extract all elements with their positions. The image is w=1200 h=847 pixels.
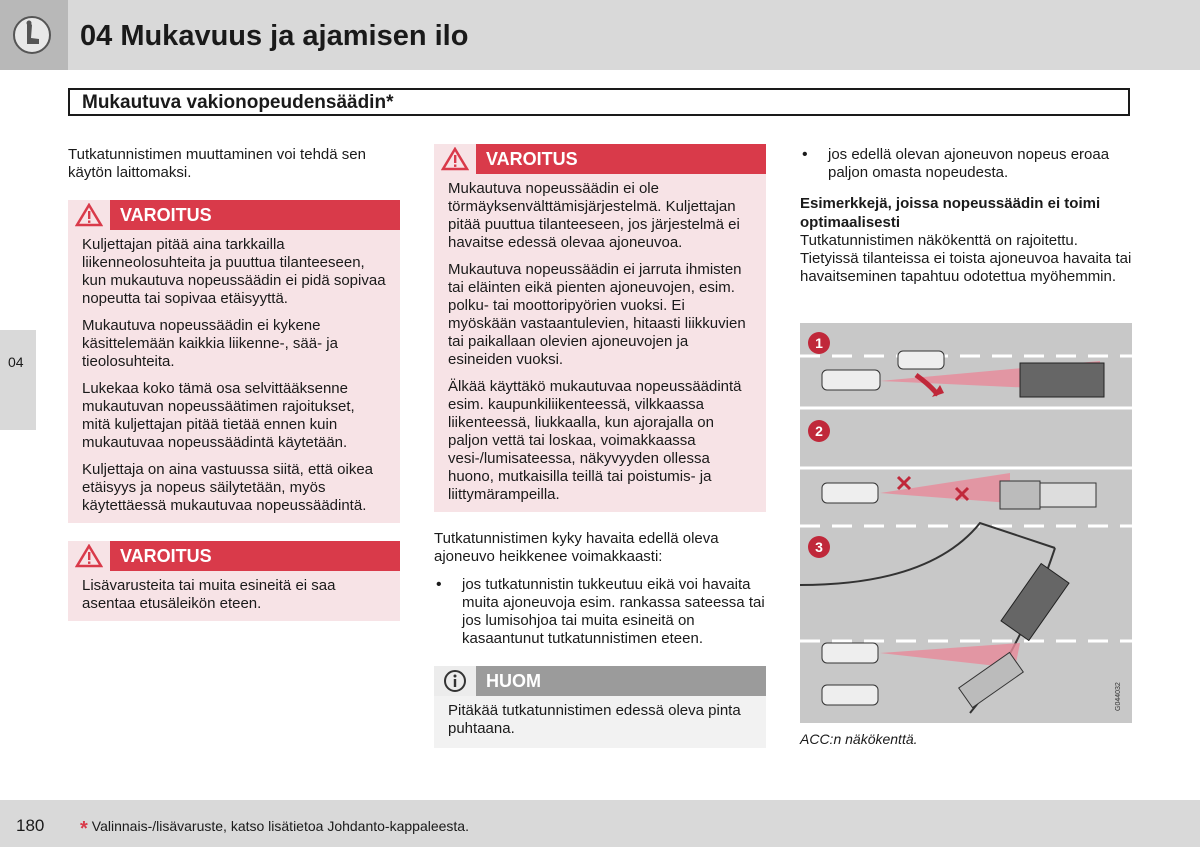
footnote-text: Valinnais-/lisävaruste, katso lisätietoa Johdanto-kappaleesta.	[91, 818, 469, 834]
warning-header	[68, 200, 400, 230]
warning-title: VAROITUS	[120, 546, 212, 566]
warning-paragraph: Lukekaa koko tämä osa selvittääksenne mukautuvan nopeussäätimen rajoitukset, mitä kuljettajan pitää tietää ennen kuin mukautuvaa nopeussäädintä käytetään.	[82, 380, 355, 451]
warning-paragraph: Mukautuva nopeussäädin ei kykene käsittelemään kaikkia liikenne-, sää- ja tieolosuhteita.	[82, 317, 338, 370]
intro-paragraph: Tutkatunnistimen muuttaminen voi tehdä sen käytön laittomaksi.	[68, 146, 366, 181]
warning-triangle-icon	[434, 144, 476, 174]
field-of-view-paragraph: Tutkatunnistimen näkökenttä on rajoitettu. Tietyissä tilanteissa ei toista ajoneuvoa havaita tai havaitseminen tapahtuu odotettua myöhemmin.	[800, 232, 1132, 285]
note-box	[434, 666, 766, 748]
warning-box	[68, 200, 400, 523]
column-2	[434, 144, 766, 748]
page-header	[0, 0, 1200, 70]
marker-label: 3	[815, 539, 823, 555]
column-1	[68, 146, 400, 621]
note-title: HUOM	[486, 671, 541, 691]
marker-2	[808, 420, 830, 442]
warning-box	[68, 541, 400, 621]
illustration	[800, 323, 1132, 723]
chapter-title: 04 Mukavuus ja ajamisen ilo	[80, 20, 469, 52]
footnote	[80, 818, 469, 841]
warning-body	[68, 230, 400, 523]
column-3	[800, 146, 1132, 296]
section-title: Mukautuva vakionopeudensäädin*	[68, 88, 1130, 116]
warning-triangle-icon	[68, 541, 110, 571]
warning-body	[68, 571, 400, 621]
warning-paragraph: Älkää käyttäkö mukautuvaa nopeussäädintä esim. kaupunkiliikenteessä, vilkkaassa liikenteessä, liukkaalla, kun ajorajalla on paljon vettä tai loskaa, voimakkaassa vesi-/lumisateessa, näkyvyyden ollessa huono, mutkaisilla teillä tai poistumis- ja liittymärampeilla.	[448, 378, 742, 503]
warning-paragraph: Mukautuva nopeussäädin ei ole törmäyksenvälttämisjärjestelmä. Kuljettajan pitää puuttua tilanteeseen, jos järjestelmä ei havaitse edessä olevaa ajoneuvoa.	[448, 180, 740, 251]
warning-header	[68, 541, 400, 571]
warning-paragraph: Lisävarusteita tai muita esineitä ei saa asentaa etusäleikön eteen.	[82, 577, 336, 612]
acc-field-of-view-figure	[800, 323, 1132, 723]
warning-triangle-icon	[68, 200, 110, 230]
info-icon	[434, 666, 476, 696]
note-header	[434, 666, 766, 696]
warning-header	[434, 144, 766, 174]
page-number-box	[0, 800, 68, 847]
warning-paragraph: Mukautuva nopeussäädin ei jarruta ihmisten tai eläinten eikä pienten ajoneuvojen, esim. polku- tai moottoripyörien vuoksi. Ei myöskään vastaantulevien, hitaasti liikkuvien tai paikallaan olevien ajoneuvojen ja esineiden vuoksi.	[448, 261, 746, 368]
figure-code: G044032	[1115, 682, 1122, 711]
warning-paragraph: Kuljettajan pitää aina tarkkailla liikenneolosuhteita ja puuttua tilanteeseen, kun mukautuva nopeussäädin ei pidä sopivaa nopeutta tai sopivaa etäisyyttä.	[82, 236, 386, 307]
chapter-icon-box	[0, 0, 68, 70]
page-number: 180	[16, 816, 45, 835]
marker-label: 1	[815, 335, 823, 351]
bullet-item: • jos tutkatunnistin tukkeutuu eikä voi havaita muita ajoneuvoja esim. rankassa sateessa tai jos lumisohjoa tai muita esineitä on kasaantunut tutkatunnistimen eteen.	[434, 576, 766, 648]
page-footer	[0, 800, 1200, 847]
warning-body	[434, 174, 766, 512]
radar-paragraph: Tutkatunnistimen kyky havaita edellä oleva ajoneuvo heikkenee voimakkaasti:	[434, 530, 719, 565]
marker-1	[808, 332, 830, 354]
warning-box	[434, 144, 766, 512]
seat-icon	[13, 16, 51, 54]
footnote-marker: *	[80, 818, 88, 840]
figure-caption: ACC:n näkökenttä.	[800, 731, 918, 747]
marker-label: 2	[815, 423, 823, 439]
bullet-item: • jos edellä olevan ajoneuvon nopeus eroaa paljon omasta nopeudesta.	[800, 146, 1132, 182]
chapter-side-tab: 04	[0, 330, 36, 430]
subheading: Esimerkkejä, joissa nopeussäädin ei toimi optimaalisesti	[800, 195, 1101, 231]
warning-title: VAROITUS	[120, 205, 212, 225]
warning-paragraph: Kuljettaja on aina vastuussa siitä, että oikea etäisyys ja nopeus säilytetään, myös käytettäessä mukautuvaa nopeussäädintä.	[82, 461, 374, 514]
bullet-list	[434, 576, 766, 648]
note-body: Pitäkää tutkatunnistimen edessä oleva pinta puhtaana.	[434, 696, 766, 748]
warning-title: VAROITUS	[486, 149, 578, 169]
marker-3	[808, 536, 830, 558]
bullet-list	[800, 146, 1132, 182]
